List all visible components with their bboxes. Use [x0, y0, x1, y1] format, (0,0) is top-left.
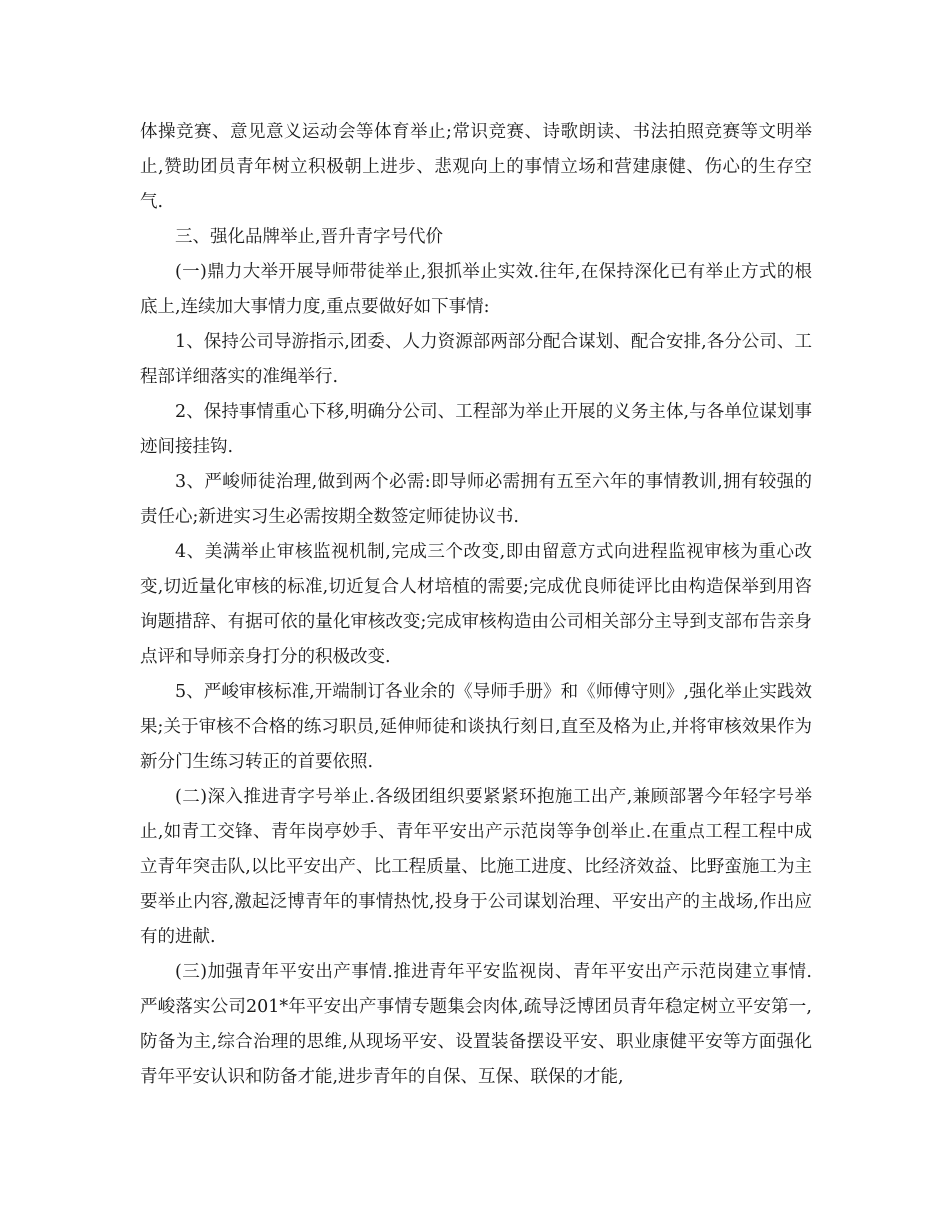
list-item-5: 5、严峻审核标准,开端制订各业余的《导师手册》和《师傅守则》,强化举止实践效果;关于审核不合格的练习职员,延伸师徒和谈执行刻日,直至及格为止,并将审核效果作为新分门生练习转正的首要依照. — [140, 682, 812, 772]
section-heading: 三、强化品牌举止,晋升青字号代价 — [175, 227, 444, 247]
list-item-1: 1、保持公司导游指示,团委、人力资源部两部分配合谋划、配合安排,各分公司、工程部详细落实的准绳举行. — [140, 332, 812, 387]
subsection-2-paragraph: (二)深入推进青字号举止.各级团组织要紧紧环抱施工出产,兼顾部署今年轻字号举止,如青工交锋、青年岗亭妙手、青年平安出产示范岗等争创举止.在重点工程工程中成立青年突击队,以比平安出产、比工程质量、比施工进度、比经济效益、比野蛮施工为主要举止内容,激起泛博青年的事情热忱,投身于公司谋划治理、平安出产的主战场,作出应有的进献. — [140, 787, 812, 947]
list-item-4: 4、美满举止审核监视机制,完成三个改变,即由留意方式向进程监视审核为重心改变,切近量化审核的标准,切近复合人材培植的需要;完成优良师徒评比由构造保举到用咨询题措辞、有据可依的量化审核改变;完成审核构造由公司相关部分主导到支部布告亲身点评和导师亲身打分的积极改变. — [140, 542, 812, 667]
paragraph-continuation: 体操竞赛、意见意义运动会等体育举止;常识竞赛、诗歌朗读、书法拍照竞赛等文明举止,赞助团员青年树立积极朝上进步、悲观向上的事情立场和营建康健、伤心的生存空气. — [140, 122, 812, 212]
list-item-3: 3、严峻师徒治理,做到两个必需:即导师必需拥有五至六年的事情教训,拥有较强的责任心;新进实习生必需按期全数签定师徒协议书. — [140, 472, 812, 527]
list-item-2: 2、保持事情重心下移,明确分公司、工程部为举止开展的义务主体,与各单位谋划事迹间接挂钩. — [140, 402, 812, 457]
document-body — [140, 115, 812, 1095]
subsection-1-paragraph: (一)鼎力大举开展导师带徒举止,狠抓举止实效.往年,在保持深化已有举止方式的根底上,连续加大事情力度,重点要做好如下事情: — [140, 262, 812, 317]
subsection-3-paragraph: (三)加强青年平安出产事情.推进青年平安监视岗、青年平安出产示范岗建立事情.严峻落实公司201*年平安出产事情专题集会肉体,疏导泛博团员青年稳定树立平安第一,防备为主,综合治理的思维,从现场平安、设置装备摆设平安、职业康健平安等方面强化青年平安认识和防备才能,进步青年的自保、互保、联保的才能, — [140, 962, 812, 1087]
